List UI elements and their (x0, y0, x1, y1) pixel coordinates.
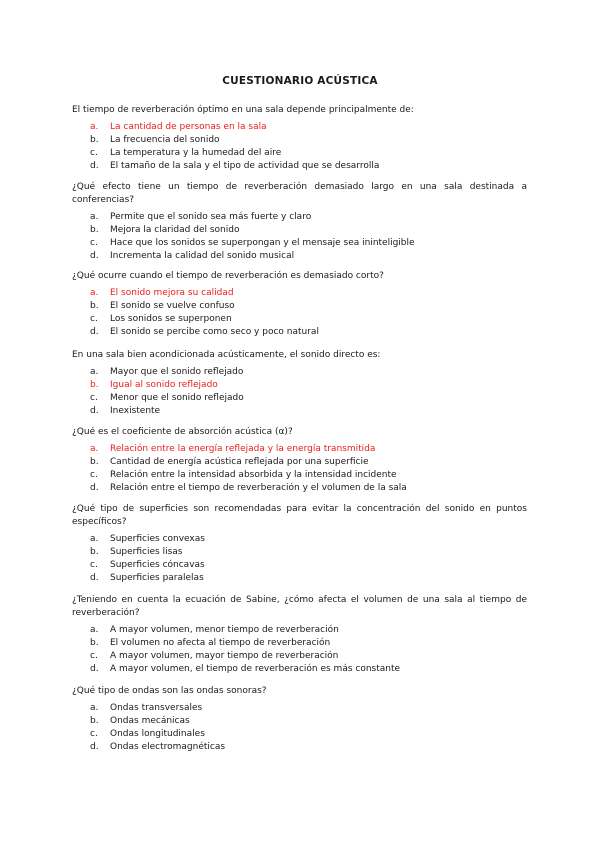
answer-option: b. La frecuencia del sonido (90, 135, 220, 145)
answer-option: a. Ondas transversales (90, 703, 203, 713)
question-block (72, 685, 527, 754)
answer-option: d. Relación entre el tiempo de reverberación y el volumen de la sala (90, 483, 407, 493)
answer-option: b. Mejora la claridad del sonido (90, 225, 240, 235)
answer-option: b. Ondas mecánicas (90, 716, 190, 726)
question-block (72, 503, 527, 585)
question-block (72, 104, 527, 173)
answer-option: c. Hace que los sonidos se superpongan y el mensaje sea ininteligible (90, 238, 415, 248)
answer-option: a. El sonido mejora su calidad (90, 288, 234, 298)
answer-option: d. A mayor volumen, el tiempo de reverberación es más constante (90, 664, 401, 674)
question-block (72, 349, 527, 418)
answer-option: a. Superficies convexas (90, 534, 205, 544)
answer-option: a. Permite que el sonido sea más fuerte y claro (90, 212, 312, 222)
answer-option: a. Mayor que el sonido reflejado (90, 367, 244, 377)
answer-option: d. Superficies paralelas (90, 573, 204, 583)
answer-option: d. El sonido se percibe como seco y poco natural (90, 327, 319, 337)
answer-option: c. A mayor volumen, mayor tiempo de reverberación (90, 651, 339, 661)
question-text: ¿Qué tipo de superficies son recomendadas para evitar la concentración del sonido en puntos específicos? (72, 504, 527, 527)
answer-option: b. El volumen no afecta al tiempo de reverberación (90, 638, 331, 648)
answer-option: d. El tamaño de la sala y el tipo de actividad que se desarrolla (90, 161, 380, 171)
answer-option: b. Superficies lisas (90, 547, 183, 557)
answer-option: c. Ondas longitudinales (90, 729, 205, 739)
question-block (72, 181, 527, 263)
answer-option: c. Menor que el sonido reflejado (90, 393, 244, 403)
question-block (72, 270, 527, 339)
question-text: ¿Qué es el coeficiente de absorción acústica (α)? (72, 427, 293, 437)
question-text: ¿Qué efecto tiene un tiempo de reverberación demasiado largo en una sala destinada a conferencias? (72, 182, 527, 205)
document-title: CUESTIONARIO ACÚSTICA (222, 75, 378, 87)
answer-option: d. Ondas electromagnéticas (90, 742, 226, 752)
question-text: En una sala bien acondicionada acústicamente, el sonido directo es: (72, 350, 381, 360)
answer-option: a. A mayor volumen, menor tiempo de reverberación (90, 625, 339, 635)
answer-option: a. Relación entre la energía reflejada y la energía transmitida (90, 444, 376, 454)
answer-option: a. La cantidad de personas en la sala (90, 122, 267, 132)
question-text: ¿Teniendo en cuenta la ecuación de Sabine, ¿cómo afecta el volumen de una sala al tiempo de reverberación? (72, 595, 527, 618)
answer-option: c. La temperatura y la humedad del aire (90, 148, 282, 158)
answer-option: b. Cantidad de energía acústica reflejada por una superficie (90, 457, 369, 467)
question-text: ¿Qué tipo de ondas son las ondas sonoras? (72, 686, 267, 696)
question-block (72, 426, 527, 495)
question-text: El tiempo de reverberación óptimo en una sala depende principalmente de: (72, 105, 414, 115)
answer-option: b. El sonido se vuelve confuso (90, 301, 235, 311)
answer-option: c. Relación entre la intensidad absorbida y la intensidad incidente (90, 470, 397, 480)
answer-option: d. Inexistente (90, 406, 161, 416)
answer-option: c. Los sonidos se superponen (90, 314, 232, 324)
answer-option: d. Incrementa la calidad del sonido musical (90, 251, 295, 261)
answer-option: c. Superficies cóncavas (90, 560, 205, 570)
answer-option: b. Igual al sonido reflejado (90, 380, 218, 390)
question-block (72, 594, 527, 676)
question-text: ¿Qué ocurre cuando el tiempo de reverberación es demasiado corto? (72, 271, 384, 281)
